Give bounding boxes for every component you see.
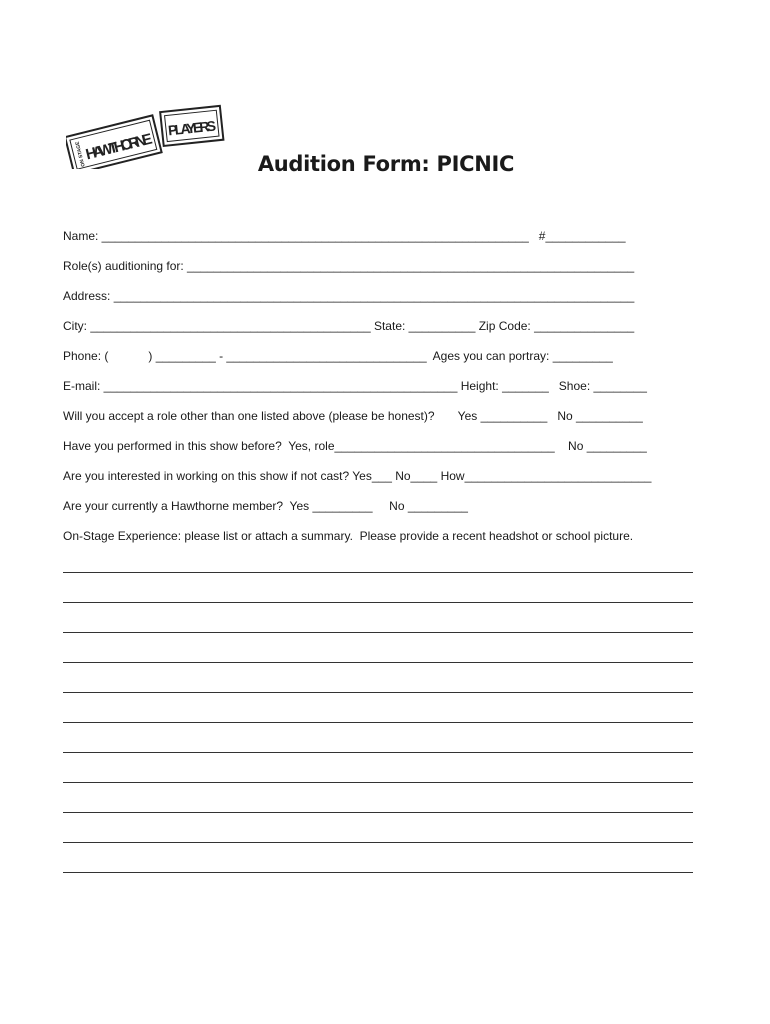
experience-line-6[interactable] [63,722,693,723]
logo-players-text: PLAYERS [167,117,217,139]
logo-hawthorne-text: HAWTHORNE [83,130,155,164]
experience-line-11[interactable] [63,872,693,873]
experience-line-9[interactable] [63,812,693,813]
experience-line-4[interactable] [63,662,693,663]
address-field[interactable]: Address: ______________________________________________________________________________ [63,289,635,303]
experience-line-5[interactable] [63,692,693,693]
interested-if-not-cast-question[interactable]: Are you interested in working on this show if not cast? Yes___ No____ How____________________________ [63,469,652,483]
form-title-text: Audition Form: PICNIC [257,152,515,176]
form-title [0,152,770,176]
experience-line-3[interactable] [63,632,693,633]
city-state-zip-field[interactable]: City: __________________________________________ State: __________ Zip Code: _______________ [63,319,635,333]
roles-field[interactable]: Role(s) auditioning for: ___________________________________________________________________ [63,259,635,273]
experience-instructions: On-Stage Experience: please list or attach a summary. Please provide a recent headshot or school picture. [63,529,634,543]
experience-line-8[interactable] [63,782,693,783]
experience-line-10[interactable] [63,842,693,843]
logo-small-text: ON STAGE [74,140,87,168]
phone-ages-field[interactable]: Phone: ( ) _________ - ______________________________ Ages you can portray: _________ [63,349,613,363]
experience-line-2[interactable] [63,602,693,603]
hawthorne-member-question[interactable]: Are your currently a Hawthorne member? Yes _________ No _________ [63,499,468,513]
experience-line-1[interactable] [63,572,693,573]
email-height-shoe-field[interactable]: E-mail: _____________________________________________________ Height: _______ Shoe: ________ [63,379,647,393]
accept-other-role-question[interactable]: Will you accept a role other than one listed above (please be honest)? Yes __________ No __________ [63,409,643,423]
name-field[interactable]: Name: ________________________________________________________________ #____________ [63,229,626,243]
experience-line-7[interactable] [63,752,693,753]
performed-before-question[interactable]: Have you performed in this show before? Yes, role_________________________________ No _________ [63,439,647,453]
